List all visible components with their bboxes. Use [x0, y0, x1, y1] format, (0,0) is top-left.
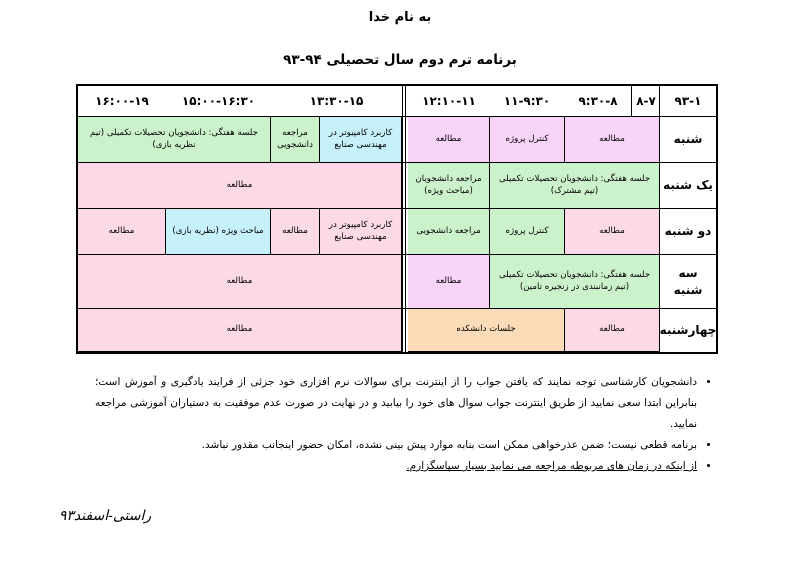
basmala-heading: به نام خدا — [368, 10, 432, 25]
time-slot-header: ۱۱-۹:۳۰ — [503, 93, 551, 108]
schedule-cell: جلسه هفتگی: دانشجویان تحصیلات تکمیلی (تیم نظریه بازی) — [78, 117, 271, 163]
time-slot-header: ۱۶:۰۰-۱۹ — [95, 93, 149, 108]
schedule-cell: مطالعه — [78, 309, 402, 352]
schedule-cell: جلسات دانشکده — [408, 309, 565, 352]
schedule-cell: مطالعه — [78, 255, 402, 309]
schedule-cell: مراجعه دانشجویان (مباحث ویژه) — [408, 163, 490, 209]
schedule-cell: جلسه هفتگی: دانشجویان تحصیلات تکمیلی (تیم زمانبندی در زنجیره تامین) — [490, 255, 660, 309]
time-slot-header: ۹:۳۰-۸ — [578, 93, 618, 108]
day-label: سه شنبه — [673, 266, 703, 297]
notes-list — [95, 372, 713, 477]
schedule-cell: مطالعه — [565, 117, 660, 163]
schedule-cell: کنترل پروژه — [490, 209, 565, 255]
schedule-cell: کنترل پروژه — [490, 117, 565, 163]
schedule-cell: مراجعه دانشجویی — [271, 117, 320, 163]
signature: راستی-اسفند۹۳ — [58, 508, 152, 524]
schedule-cell: مطالعه — [408, 117, 490, 163]
schedule-cell: مطالعه — [271, 209, 320, 255]
note-item: • برنامه قطعی نیست؛ ضمن عذرخواهی ممکن است بنابه موارد پیش بینی نشده، امکان حضور اینجانب مقدور نباشد. — [95, 435, 697, 456]
day-label: چهارشنبه — [659, 323, 717, 338]
schedule-cell: مطالعه — [408, 255, 490, 309]
schedule-cell: مطالعه — [565, 309, 660, 352]
time-slot-header: ۸-۷ — [636, 93, 656, 108]
time-slot-header: ۱۵:۰۰-۱۶:۳۰ — [181, 93, 256, 108]
note-item: • از اینکه در زمان های مربوطه مراجعه می نمایید بسیار سپاسگزارم. — [95, 456, 697, 477]
schedule-cell: مطالعه — [565, 209, 660, 255]
schedule-cell: مطالعه — [78, 209, 166, 255]
page-title: برنامه ترم دوم سال تحصیلی ۹۴-۹۳ — [283, 52, 517, 68]
schedule-cell: مباحث ویژه (نظریه بازی) — [166, 209, 271, 255]
schedule-cell: مراجعه دانشجویی — [408, 209, 490, 255]
timetable — [76, 84, 718, 354]
day-label: یک شنبه — [663, 178, 713, 193]
schedule-cell: مطالعه — [78, 163, 402, 209]
schedule-cell: کاربرد کامپیوتر در مهندسی صنایع — [320, 209, 402, 255]
day-label: دو شنبه — [664, 224, 712, 239]
schedule-cell: کاربرد کامپیوتر در مهندسی صنایع — [320, 117, 402, 163]
day-label: شنبه — [673, 132, 703, 147]
table-corner-label: ۹۳-۱ — [674, 93, 702, 108]
schedule-cell: جلسه هفتگی: دانشجویان تحصیلات تکمیلی (تیم مشترک) — [490, 163, 660, 209]
time-slot-header: ۱۲:۱۰-۱۱ — [422, 93, 476, 108]
time-slot-header: ۱۳:۳۰-۱۵ — [309, 93, 364, 108]
note-item: • دانشجویان کارشناسی توجه نمایند که یافتن جواب را از اینترنت برای سوالات نرم افزاری خود جزئی از فرایند یادگیری و آموزش است؛ بنابراین ابتدا سعی نمایید از طریق اینترنت جواب سوال های خود را بیابید و در نهایت در صورت عدم موفقیت به دستیاران آموزشی مراجعه نمایید. — [95, 372, 697, 435]
